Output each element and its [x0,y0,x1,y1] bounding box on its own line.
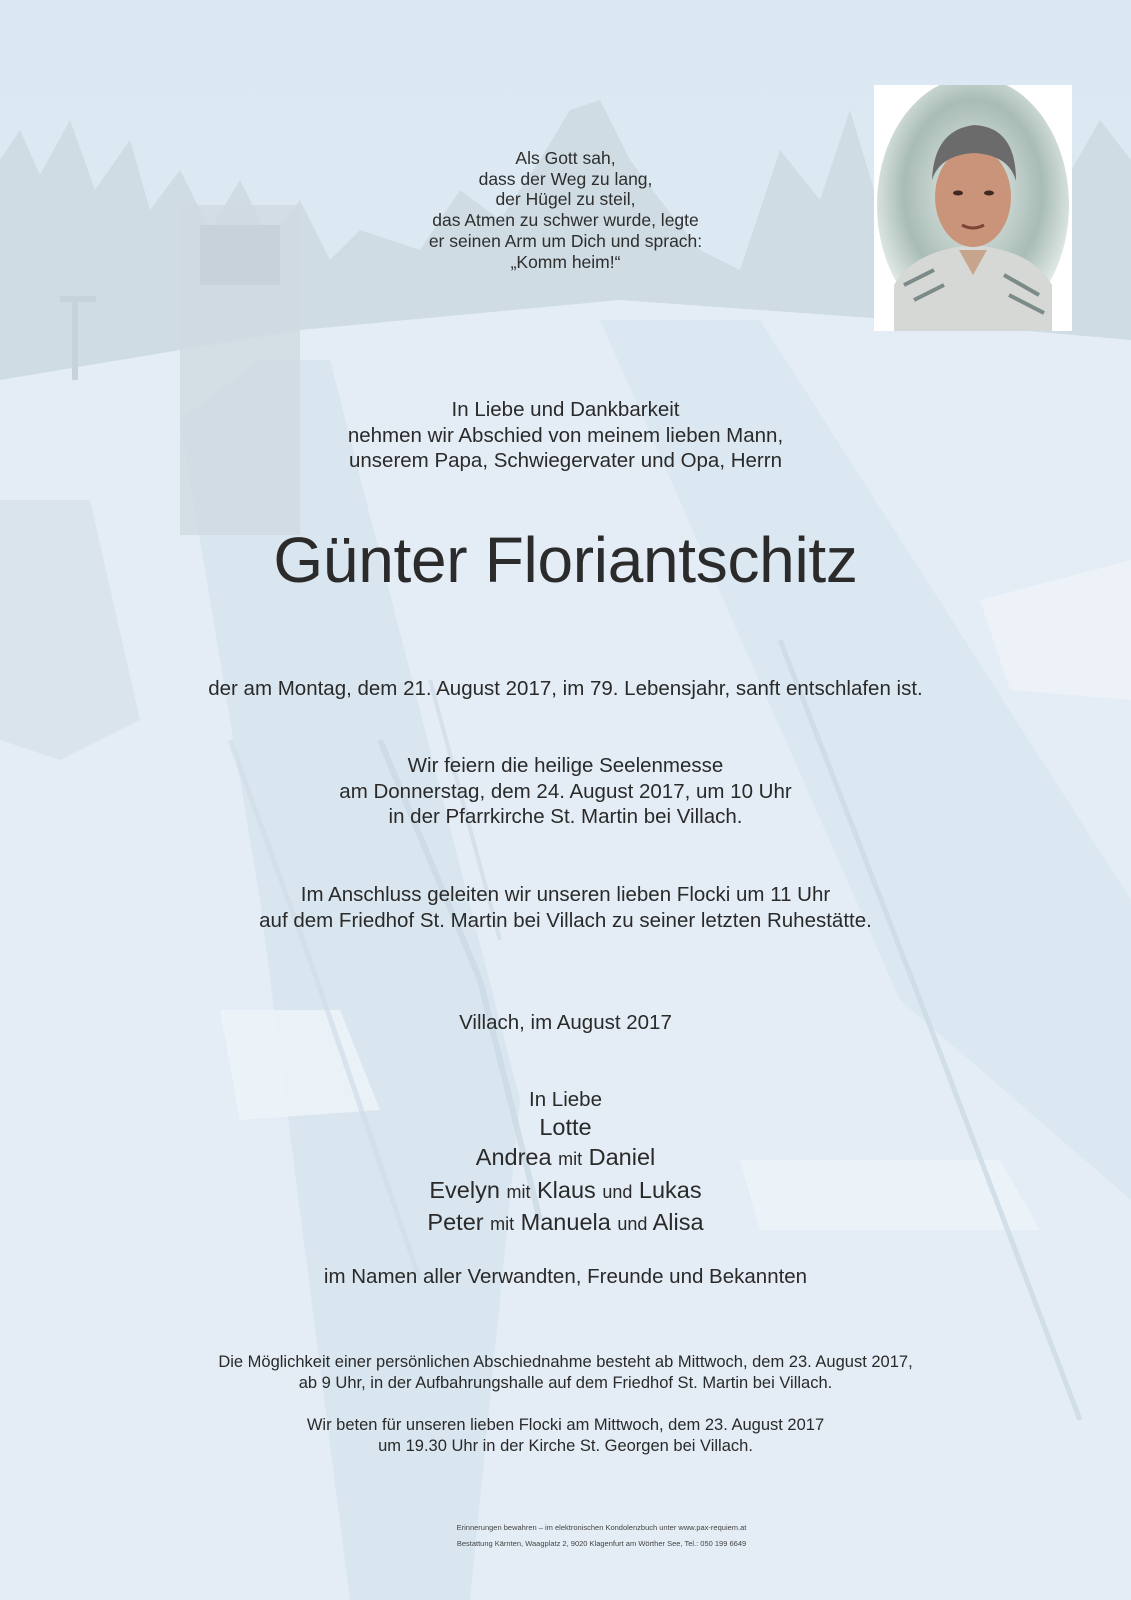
footer-line: Erinnerungen bewahren – im elektronischen Kondolenzbuch unter www.pax-requiem.at [456,1523,747,1532]
family-line [0,1142,1131,1174]
family-member: Alisa [652,1209,704,1236]
poem-line: das Atmen zu schwer wurde, legte [432,210,699,231]
family-line [0,1207,1131,1239]
intro-line: unserem Papa, Schwiegervater und Opa, Herrn [348,449,782,472]
connector-word: und [602,1181,633,1202]
death-notice: der am Montag, dem 21. August 2017, im 79. Lebensjahr, sanft entschlafen ist. [208,677,923,700]
viewing-line: ab 9 Uhr, in der Aufbahrungshalle auf dem Friedhof St. Martin bei Villach. [298,1373,833,1392]
viewing-line: Die Möglichkeit einer persönlichen Abschiednahme besteht ab Mittwoch, dem 23. August 2017, [218,1353,913,1371]
family-member: Andrea [475,1144,552,1171]
footer [36,1520,1131,1551]
poem [0,148,1131,272]
prayer-info [0,1415,1131,1456]
intro-line: nehmen wir Abschied von meinem lieben Mann, [347,423,784,447]
prayer-line: um 19.30 Uhr in der Kirche St. Georgen bei Villach. [378,1436,753,1455]
prayer-line: Wir beten für unseren lieben Flocki am Mittwoch, dem 23. August 2017 [306,1416,825,1434]
intro-line: In Liebe und Dankbarkeit [451,398,680,421]
on-behalf-line: im Namen aller Verwandten, Freunde und Bekannten [323,1265,808,1288]
family-line [0,1175,1131,1207]
family-names [0,1112,1131,1240]
burial-info [0,882,1131,933]
family-member: Evelyn [429,1176,500,1203]
family-member: Manuela [520,1209,611,1236]
poem-line: er seinen Arm um Dich und sprach: [428,230,703,251]
mass-info [0,753,1131,830]
intro-text [0,397,1131,474]
family-member: Lukas [638,1176,702,1203]
in-love-heading: In Liebe [529,1088,602,1111]
connector-word: mit [490,1214,515,1235]
poem-line: Als Gott sah, [515,148,616,168]
mass-line: in der Pfarrkirche St. Martin bei Villach. [388,805,743,829]
viewing-info [0,1352,1131,1393]
family-member: Klaus [536,1176,596,1203]
burial-line: auf dem Friedhof St. Martin bei Villach zu seiner letzten Ruhestätte. [259,908,872,932]
footer-line: Bestattung Kärnten, Waagplatz 2, 9020 Klagenfurt am Wörther See, Tel.: 050 199 6649 [456,1538,747,1548]
poem-line: der Hügel zu steil, [495,189,636,210]
family-member: Lotte [539,1114,592,1140]
family-member: Peter [427,1209,484,1236]
burial-line: Im Anschluss geleiten wir unseren lieben Flocki um 11 Uhr [300,883,831,906]
poem-line: dass der Weg zu lang, [478,168,653,189]
family-line [0,1112,1131,1142]
place-date: Villach, im August 2017 [459,1011,672,1034]
mass-line: Wir feiern die heilige Seelenmesse [407,754,724,777]
poem-line: „Komm heim!“ [510,251,621,272]
connector-word: mit [506,1181,531,1202]
mass-line: am Donnerstag, dem 24. August 2017, um 10 Uhr [339,779,792,803]
connector-word: und [617,1214,648,1235]
family-member: Daniel [588,1144,656,1171]
connector-word: mit [558,1149,583,1170]
deceased-name: Günter Floriantschitz [273,524,858,596]
